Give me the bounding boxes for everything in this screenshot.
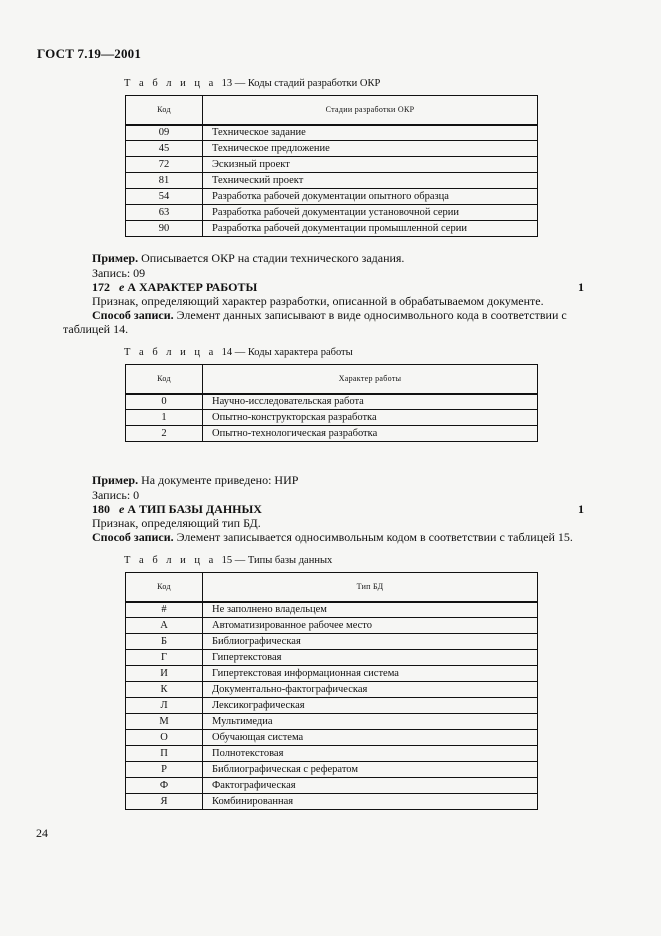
column-header-db-type: Тип БД: [203, 573, 538, 602]
row-name: Не заполнено владельцем: [203, 602, 538, 618]
row-code: 1: [126, 410, 203, 426]
row-name: Гипертекстовая: [203, 650, 538, 666]
table-caption-prefix: Т а б л и ц а: [124, 555, 217, 566]
page-number: 24: [36, 826, 48, 840]
method-text: Элемент данных записывают в виде односимвольного кода в соответствии с: [173, 308, 567, 322]
table-13-caption: [124, 78, 380, 89]
table-row: [126, 634, 538, 650]
field-172-method-continued: таблицей 14.: [63, 322, 129, 336]
row-name: Библиографическая: [203, 634, 538, 650]
row-name: Разработка рабочей документации установочной серии: [203, 205, 538, 221]
example-text: Описывается ОКР на стадии технического задания.: [138, 251, 405, 265]
method-text: Элемент записывается односимвольным кодом в соответствии с таблицей 15.: [173, 530, 573, 544]
field-180-heading: [92, 502, 262, 517]
row-name: Опытно-конструкторская разработка: [203, 410, 538, 426]
field-172-heading: [92, 280, 257, 295]
table-caption-title: 15 — Типы базы данных: [221, 555, 333, 566]
row-code: О: [126, 730, 203, 746]
table-row: [126, 666, 538, 682]
row-code: 90: [126, 221, 203, 237]
row-code: Л: [126, 698, 203, 714]
column-header-code: Код: [126, 573, 203, 602]
table-14-caption: [124, 347, 353, 358]
table-row: [126, 426, 538, 442]
row-code: А: [126, 618, 203, 634]
table-14: [125, 364, 538, 442]
row-code: Я: [126, 794, 203, 810]
row-code: Р: [126, 762, 203, 778]
row-code: #: [126, 602, 203, 618]
table-row: [126, 602, 538, 618]
table-row: [126, 141, 538, 157]
table-row: [126, 682, 538, 698]
field-marker: e: [119, 280, 125, 294]
column-header-work-type: Характер работы: [203, 365, 538, 394]
row-name: Обучающая система: [203, 730, 538, 746]
table-row: [126, 762, 538, 778]
example-label: Пример.: [92, 473, 139, 487]
table-row: [126, 618, 538, 634]
table-row: [126, 746, 538, 762]
field-180-flag: 1: [578, 502, 584, 516]
example-1-record: Запись: 09: [92, 266, 146, 280]
table-caption-prefix: Т а б л и ц а: [124, 347, 217, 358]
row-code: К: [126, 682, 203, 698]
field-172-method: [92, 308, 567, 322]
row-code: Г: [126, 650, 203, 666]
row-name: Гипертекстовая информационная система: [203, 666, 538, 682]
row-code: 09: [126, 125, 203, 141]
table-15: [125, 572, 538, 810]
method-label: Способ записи.: [92, 530, 174, 544]
row-code: 2: [126, 426, 203, 442]
field-180-method: [92, 530, 573, 544]
table-row: [126, 410, 538, 426]
table-caption-prefix: Т а б л и ц а: [124, 78, 217, 89]
method-label: Способ записи.: [92, 308, 174, 322]
row-code: 0: [126, 394, 203, 410]
field-number: 180: [92, 502, 110, 516]
row-name: Техническое предложение: [203, 141, 538, 157]
row-code: 81: [126, 173, 203, 189]
row-name: Технический проект: [203, 173, 538, 189]
example-2: [92, 473, 298, 487]
table-row: [126, 157, 538, 173]
row-name: Мультимедиа: [203, 714, 538, 730]
row-name: Полнотекстовая: [203, 746, 538, 762]
row-name: Автоматизированное рабочее место: [203, 618, 538, 634]
table-row: [126, 714, 538, 730]
table-row: [126, 730, 538, 746]
field-number: 172: [92, 280, 110, 294]
table-row: [126, 778, 538, 794]
row-name: Документально-фактографическая: [203, 682, 538, 698]
example-label: Пример.: [92, 251, 139, 265]
column-header-code: Код: [126, 96, 203, 125]
row-code: М: [126, 714, 203, 730]
table-13: [125, 95, 538, 237]
row-name: Разработка рабочей документации промышленной серии: [203, 221, 538, 237]
field-172-description: Признак, определяющий характер разработки, описанной в обрабатываемом документе.: [92, 294, 544, 308]
row-name: Эскизный проект: [203, 157, 538, 173]
table-row: [126, 794, 538, 810]
table-15-caption: [124, 555, 332, 566]
example-2-record: Запись: 0: [92, 488, 140, 502]
row-name: Разработка рабочей документации опытного образца: [203, 189, 538, 205]
row-code: П: [126, 746, 203, 762]
row-name: Техническое задание: [203, 125, 538, 141]
table-row: [126, 205, 538, 221]
row-name: Лексикографическая: [203, 698, 538, 714]
row-code: 63: [126, 205, 203, 221]
field-180-description: Признак, определяющий тип БД.: [92, 516, 261, 530]
table-row: [126, 650, 538, 666]
table-row: [126, 394, 538, 410]
table-row: [126, 698, 538, 714]
row-code: 45: [126, 141, 203, 157]
column-header-stage: Стадии разработки ОКР: [203, 96, 538, 125]
field-title: А ХАРАКТЕР РАБОТЫ: [127, 280, 258, 294]
row-name: Опытно-технологическая разработка: [203, 426, 538, 442]
table-row: [126, 173, 538, 189]
row-code: Ф: [126, 778, 203, 794]
row-name: Библиографическая с рефератом: [203, 762, 538, 778]
column-header-code: Код: [126, 365, 203, 394]
field-marker: e: [119, 502, 125, 516]
row-name: Комбинированная: [203, 794, 538, 810]
row-code: 54: [126, 189, 203, 205]
row-code: Б: [126, 634, 203, 650]
row-code: 72: [126, 157, 203, 173]
row-code: И: [126, 666, 203, 682]
table-caption-title: 14 — Коды характера работы: [221, 347, 353, 358]
example-1: [92, 251, 404, 265]
row-name: Фактографическая: [203, 778, 538, 794]
table-row: [126, 221, 538, 237]
table-row: [126, 125, 538, 141]
row-name: Научно-исследовательская работа: [203, 394, 538, 410]
field-title: А ТИП БАЗЫ ДАННЫХ: [127, 502, 262, 516]
field-172-flag: 1: [578, 280, 584, 294]
table-caption-title: 13 — Коды стадий разработки ОКР: [221, 78, 381, 89]
example-text: На документе приведено: НИР: [138, 473, 299, 487]
document-header: ГОСТ 7.19—2001: [37, 46, 142, 61]
table-row: [126, 189, 538, 205]
